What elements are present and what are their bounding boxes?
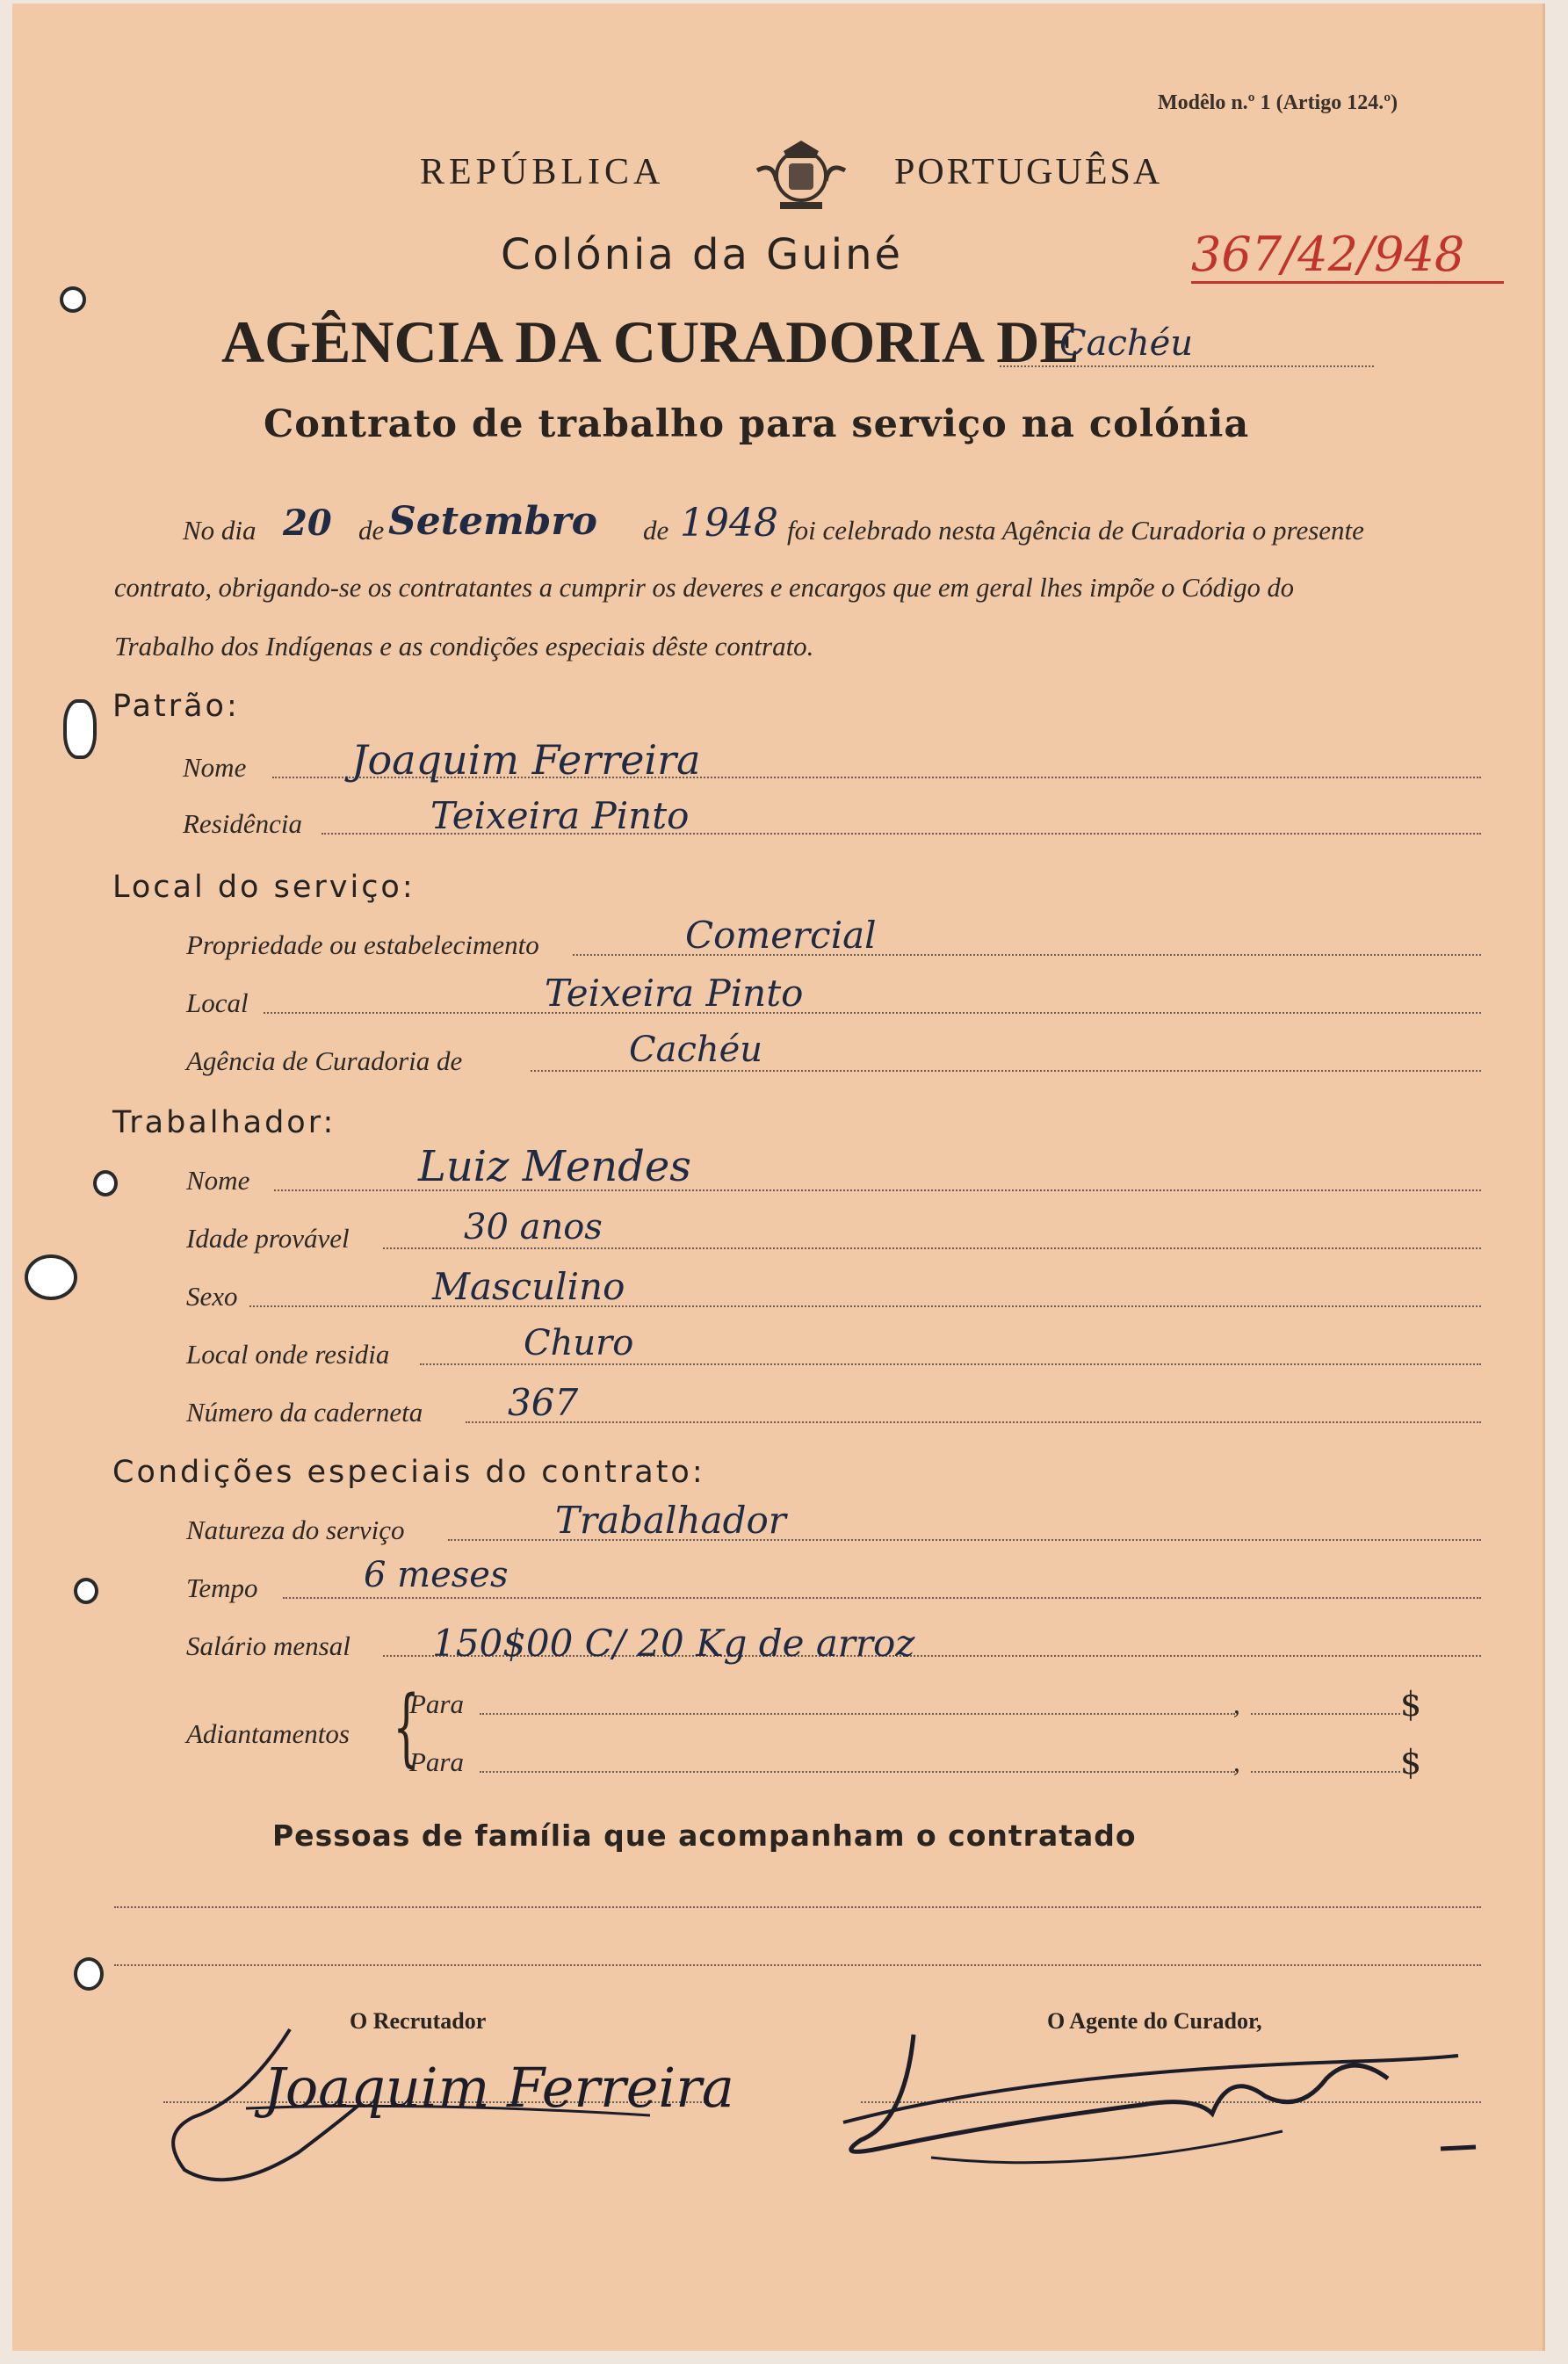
agency-place-line <box>1000 365 1374 367</box>
intro-text: No dia <box>183 515 257 546</box>
agente-label: O Agente do Curador, <box>1047 2008 1262 2034</box>
field-label: Agência de Curadoria de <box>186 1045 463 1076</box>
coat-of-arms-icon <box>750 135 852 214</box>
field-line <box>1251 1713 1400 1715</box>
punch-hole <box>97 1174 114 1193</box>
recrutador-label: O Recrutador <box>350 2008 487 2034</box>
field-label: Sexo <box>186 1281 238 1312</box>
local-value: Teixeira Pinto <box>545 972 804 1015</box>
contract-title: Contrato de trabalho para serviço na colónia <box>264 402 1250 446</box>
model-reference: Modêlo n.º 1 (Artigo 124.º) <box>1158 91 1398 114</box>
tempo-value: 6 meses <box>364 1555 509 1595</box>
field-label: Para <box>409 1688 464 1719</box>
field-line <box>480 1771 1235 1773</box>
agente-signature <box>826 2017 1493 2193</box>
intro-text: de <box>358 515 385 546</box>
field-label: Local onde residia <box>186 1339 390 1370</box>
familia-line <box>114 1906 1481 1908</box>
intro-text: foi celebrado nesta Agência de Curadoria o presente <box>787 515 1364 546</box>
field-label: Número da caderneta <box>186 1397 423 1428</box>
agencia-value: Cachéu <box>629 1030 763 1070</box>
punch-hole <box>77 1961 100 1987</box>
familia-heading: Pessoas de família que acompanham o contratado <box>272 1818 1137 1853</box>
field-label: Natureza do serviço <box>186 1515 405 1545</box>
section-heading-patrao: Patrão: <box>112 689 240 724</box>
recrutador-signature-flourish <box>158 2021 720 2196</box>
portuguesa-text: PORTUGUÊSA <box>894 152 1163 192</box>
field-label: Nome <box>183 752 247 783</box>
field-label: Propriedade ou estabelecimento <box>186 929 539 960</box>
reference-number: 367/42/948 <box>1191 227 1465 282</box>
patrao-nome-value: Joaquim Ferreira <box>351 736 701 784</box>
punch-hole <box>67 703 93 755</box>
intro-text: contrato, obrigando-se os contratantes a cumprir os deveres e encargos que em geral lhes impõe o Código do <box>114 573 1294 603</box>
salario-value: 150$00 C/ 20 Kg de arroz <box>432 1622 915 1665</box>
field-line <box>383 1247 1481 1249</box>
separator-comma: , <box>1233 1688 1240 1719</box>
trabalhador-nome-value: Luiz Mendes <box>418 1142 691 1191</box>
residia-value: Churo <box>524 1323 634 1363</box>
agency-title: AGÊNCIA DA CURADORIA DE <box>221 308 1080 375</box>
field-label: Residência <box>183 808 303 839</box>
adiantamentos-brace: { <box>393 1678 420 1776</box>
agency-place: Cachéu <box>1059 323 1194 364</box>
field-label: Local <box>186 987 249 1018</box>
familia-line <box>114 1964 1481 1966</box>
colony-name: Colónia da Guiné <box>501 230 904 279</box>
currency-sign: $ <box>1400 1685 1422 1724</box>
punch-hole <box>77 1581 95 1601</box>
section-heading-local-servico: Local do serviço: <box>112 870 415 905</box>
field-line <box>420 1363 1481 1365</box>
intro-day: 20 <box>283 502 332 544</box>
field-label: Tempo <box>186 1572 258 1603</box>
field-label: Idade provável <box>186 1223 350 1254</box>
section-heading-trabalhador: Trabalhador: <box>112 1105 336 1140</box>
section-heading-condicoes: Condições especiais do contrato: <box>112 1455 705 1490</box>
natureza-value: Trabalhador <box>555 1499 786 1542</box>
sexo-value: Masculino <box>432 1265 625 1308</box>
field-line <box>466 1421 1481 1423</box>
reference-underline <box>1191 281 1504 284</box>
intro-text: Trabalho dos Indígenas e as condições especiais dêste contrato. <box>114 631 814 661</box>
field-label: Salário mensal <box>186 1630 350 1661</box>
field-line <box>1251 1771 1400 1773</box>
field-line <box>283 1597 1481 1599</box>
field-label: Nome <box>186 1165 250 1196</box>
idade-value: 30 anos <box>464 1207 603 1247</box>
republica-text: REPÚBLICA <box>420 152 665 192</box>
separator-comma: , <box>1233 1746 1240 1777</box>
punch-hole <box>28 1258 74 1297</box>
field-label: Adiantamentos <box>186 1718 350 1749</box>
patrao-residencia-value: Teixeira Pinto <box>430 794 690 837</box>
punch-hole <box>63 290 83 309</box>
intro-month: Setembro <box>388 499 597 544</box>
propriedade-value: Comercial <box>685 914 877 957</box>
field-line <box>480 1713 1235 1715</box>
recrutador-signature: Joaquim Ferreira <box>264 2056 734 2120</box>
currency-sign: $ <box>1400 1743 1422 1782</box>
intro-text: de <box>643 515 669 546</box>
intro-year: 1948 <box>680 501 778 546</box>
caderneta-value: 367 <box>508 1381 579 1424</box>
field-line <box>531 1070 1481 1072</box>
field-line <box>264 1012 1481 1014</box>
field-label: Para <box>409 1746 464 1777</box>
